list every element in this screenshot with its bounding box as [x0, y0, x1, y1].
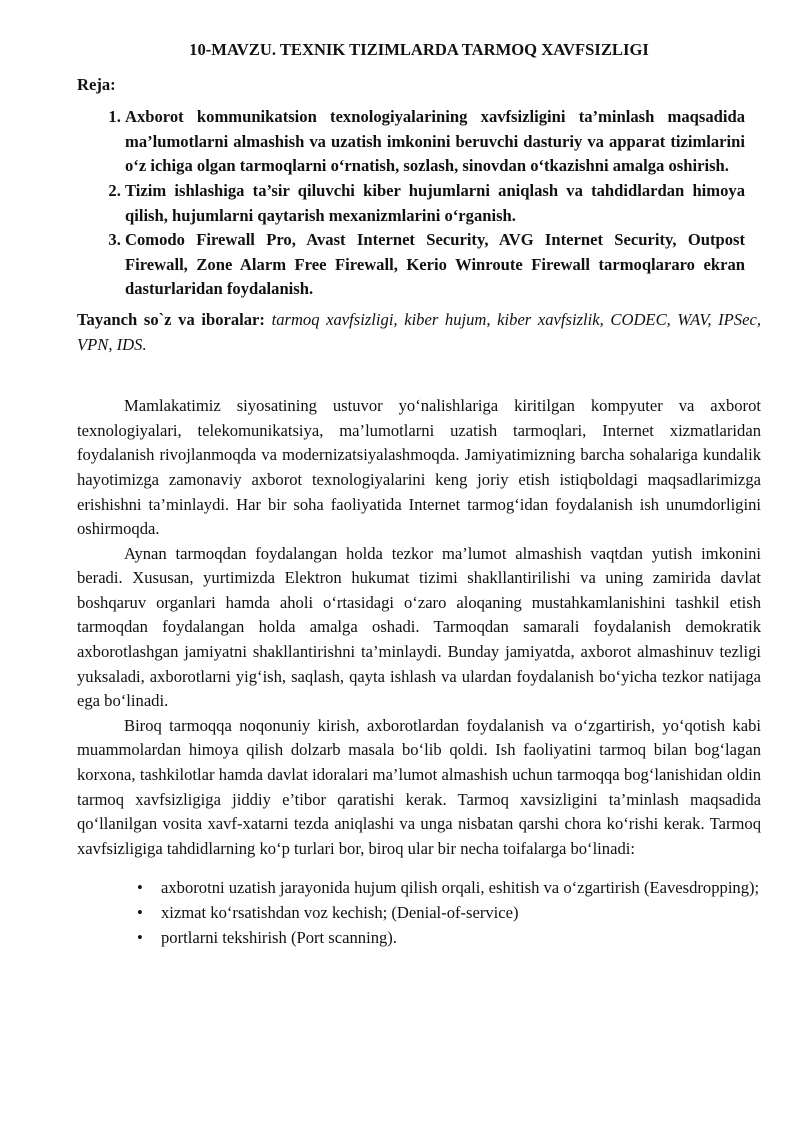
document-title: 10-MAVZU. TEXNIK TIZIMLARDA TARMOQ XAVFSIZLIGI — [189, 40, 649, 59]
threat-item — [137, 926, 761, 951]
keywords-text: tarmoq xavfsizligi, kiber hujum, kiber xavfsizlik, CODEC, WAV, IPSec, VPN, IDS. — [77, 309, 761, 354]
document-page — [77, 38, 761, 950]
paragraph: Aynan tarmoqdan foydalangan holda tezkor ma’lumot almashish vaqtdan yutish imkonini beradi. Xususan, yurtimizda Elektron hukumat tizimi shakllantirilishi va uning zamirida davlat boshqaruv organlari hamda aholi o‘rtasidagi o‘zaro aloqaning mustahkamlanishini tashkil etish tarmoqdan foydalangan holda amalga oshadi. Tarmoqdan samarali foydalanish demokratik axborotlashgan jamiyatni shakllantirishni ta’minlaydi. Bunday jamiyatda, axborot almashinuv tezligi yuksaladi, axborotlarni yig‘ish, saqlash, qayta ishlash va ulardan foydalanish bo‘yicha tezkor natijaga ega bo‘linadi. — [77, 543, 761, 711]
plan-item: 3. Comodo Firewall Pro, Avast Internet Security, AVG Internet Security, Outpost Firewall, Zone Alarm Free Firewall, Kerio Winroute Firewall tarmoqlararo ekran dasturlaridan foydalanish. — [125, 228, 745, 302]
threat-list — [77, 876, 761, 950]
bullet-icon: • — [137, 927, 143, 947]
paragraph: Biroq tarmoqqa noqonuniy kirish, axborotlardan foydalanish va o‘zgartirish, yo‘qotish kabi muammolardan himoya qilish dolzarb masala bo‘lib qoldi. Ish faoliyatini tarmoq bilan bog‘lagan korxona, tashkilotlar hamda davlat idoralari ma’lumot almashish uchun tarmoqqa bog‘lanishidan oldin tarmoq xavfsizligiga jiddiy e’tibor qaratishi kerak. Tarmoq xavsizligini ta’minlash maqsadida qo‘llanilgan vosita xavf-xatarni tezda aniqlashi va unga nisbatan qarshi chora ko‘rishi kerak. Tarmoq xavfsizligiga tahdidlarning ko‘p turlari bor, biroq ular bir necha toifalarga bo‘linadi: — [77, 715, 761, 858]
threat-text: xizmat ko‘rsatishdan voz kechish; (Denial-of-service) — [161, 903, 519, 922]
keywords-block — [77, 308, 761, 357]
body-text — [77, 394, 761, 861]
threat-item — [137, 901, 761, 926]
plan-item: 1. Axborot kommunikatsion texnologiyalarining xavfsizligini ta’minlash maqsadida ma’lumotlarni almashish va uzatish imkonini beruvchi dasturiy va apparat tizimlarini o‘z ichiga olgan tarmoqlarni o‘rnatish, sozlash, sinovdan o‘tkazishni amalga oshirish. — [125, 105, 745, 179]
paragraph: Mamlakatimiz siyosatining ustuvor yo‘nalishlariga kiritilgan kompyuter va axborot texnologiyalari, telekomunikatsiya, ma’lumotlarni uzatish tarmoqlari, Internet xizmatlaridan foydalanish rivojlanmoqda va modernizatsiyalashmoqda. Jamiyatimizning barcha sohalariga kundalik hayotimizga zamonaviy axborot texnologiyalarini keng joriy etish istiqboldagi maqsadlarimizga erishishni ta’minlaydi. Har bir soha faoliyatida Internet tarmog‘idan foydalanish ish unumdorligini oshirmoqda. — [77, 396, 761, 539]
keywords-label: Tayanch so`z va iboralar: — [77, 309, 265, 329]
plan-heading: Reja: — [77, 74, 116, 94]
threat-item — [137, 876, 761, 901]
threat-text: axborotni uzatish jarayonida hujum qilish orqali, eshitish va o‘zgartirish (Eavesdropping); — [161, 878, 760, 898]
bullet-icon: • — [137, 903, 143, 922]
plan-list — [77, 105, 745, 302]
threat-text: portlarni tekshirish (Port scanning). — [161, 927, 397, 947]
bullet-icon: • — [137, 878, 143, 898]
plan-item: 2. Tizim ishlashiga ta’sir qiluvchi kiber hujumlarni aniqlash va tahdidlardan himoya qilish, hujumlarni qaytarish mexanizmlarini o‘rganish. — [125, 179, 745, 228]
